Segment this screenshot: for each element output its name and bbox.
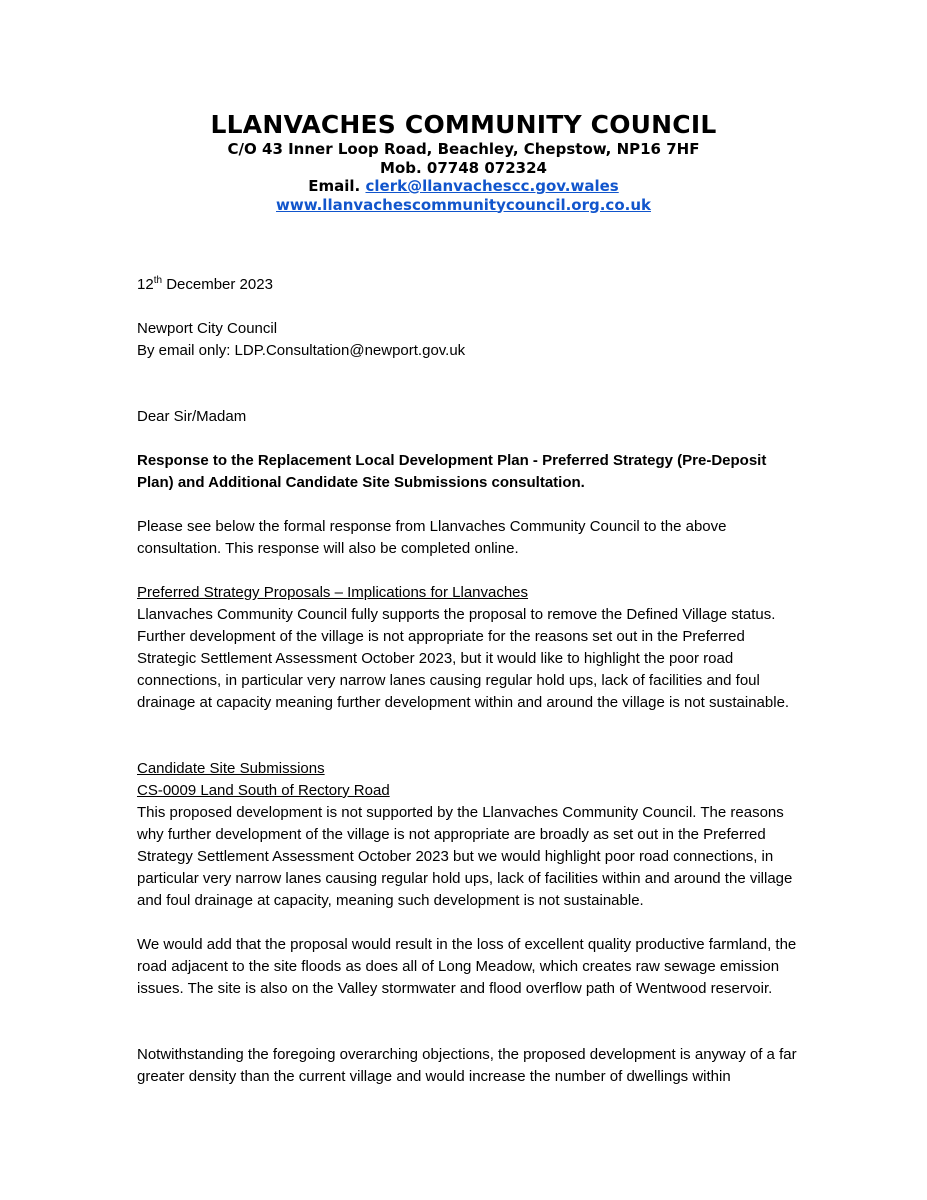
website-link[interactable]: www.llanvachescommunitycouncil.org.co.uk (276, 195, 651, 214)
council-name: LLANVACHES COMMUNITY COUNCIL (210, 110, 717, 139)
council-mobile: Mob. 07748 072324 (380, 158, 547, 177)
section-paragraph: Llanvaches Community Council fully supports the proposal to remove the Defined Village status. Further development of the village is not appropriate for the reasons set out in the Preferred Strategic Settlement Assessment October 2023, but it would like to highlight the poor road connections, in particular very narrow lanes causing regular hold ups, lack of facilities and foul drainage at capacity meaning further development within and around the village is not sustainable. (137, 606, 790, 711)
site-subheading: CS-0009 Land South of Rectory Road (137, 782, 390, 799)
section-heading: Preferred Strategy Proposals – Implications for Llanvaches (137, 584, 529, 601)
section-candidate-sites (137, 758, 807, 912)
recipient-name: Newport City Council (137, 320, 278, 337)
council-address: C/O 43 Inner Loop Road, Beachley, Chepstow, NP16 7HF (227, 140, 700, 158)
date-month-year: December 2023 (162, 276, 273, 293)
council-email-line (0, 177, 927, 196)
letter-date (137, 274, 807, 296)
letterhead (0, 110, 927, 214)
section-paragraph: This proposed development is not supported by the Llanvaches Community Council. The reasons why further development of the village is not appropriate are broadly as set out in the Preferred Strategy Settlement Assessment October 2023 but we would highlight poor road connections, in particular very narrow lanes causing regular hold ups, lack of facilities within and around the village and foul drainage at capacity, meaning such development is not sustainable. (137, 804, 793, 909)
date-suffix: th (153, 275, 163, 286)
website-line (0, 196, 927, 215)
farmland-paragraph: We would add that the proposal would result in the loss of excellent quality productive farmland, the road adjacent to the site floods as does all of Long Meadow, which creates raw sewage emission issues. The site is also on the Valley stormwater and flood overflow path of Wentwood reservoir. (137, 936, 797, 997)
email-label: Email. (308, 177, 361, 195)
recipient-email: By email only: LDP.Consultation@newport.gov.uk (137, 342, 466, 359)
recipient-block (137, 318, 807, 362)
section-preferred-strategy (137, 582, 807, 714)
date-day: 12 (137, 276, 154, 293)
email-link[interactable]: clerk@llanvachescc.gov.wales (365, 177, 619, 195)
subject-heading: Response to the Replacement Local Development Plan - Preferred Strategy (Pre-Deposit Plan) and Additional Candidate Site Submissions consultation. (137, 452, 767, 491)
intro-paragraph: Please see below the formal response from Llanvaches Community Council to the above consultation. This response will also be completed online. (137, 518, 727, 557)
density-paragraph: Notwithstanding the foregoing overarching objections, the proposed development is anyway of a far greater density than the current village and would increase the number of dwellings within (137, 1046, 797, 1085)
salutation: Dear Sir/Madam (137, 408, 247, 425)
section-heading: Candidate Site Submissions (137, 760, 325, 777)
